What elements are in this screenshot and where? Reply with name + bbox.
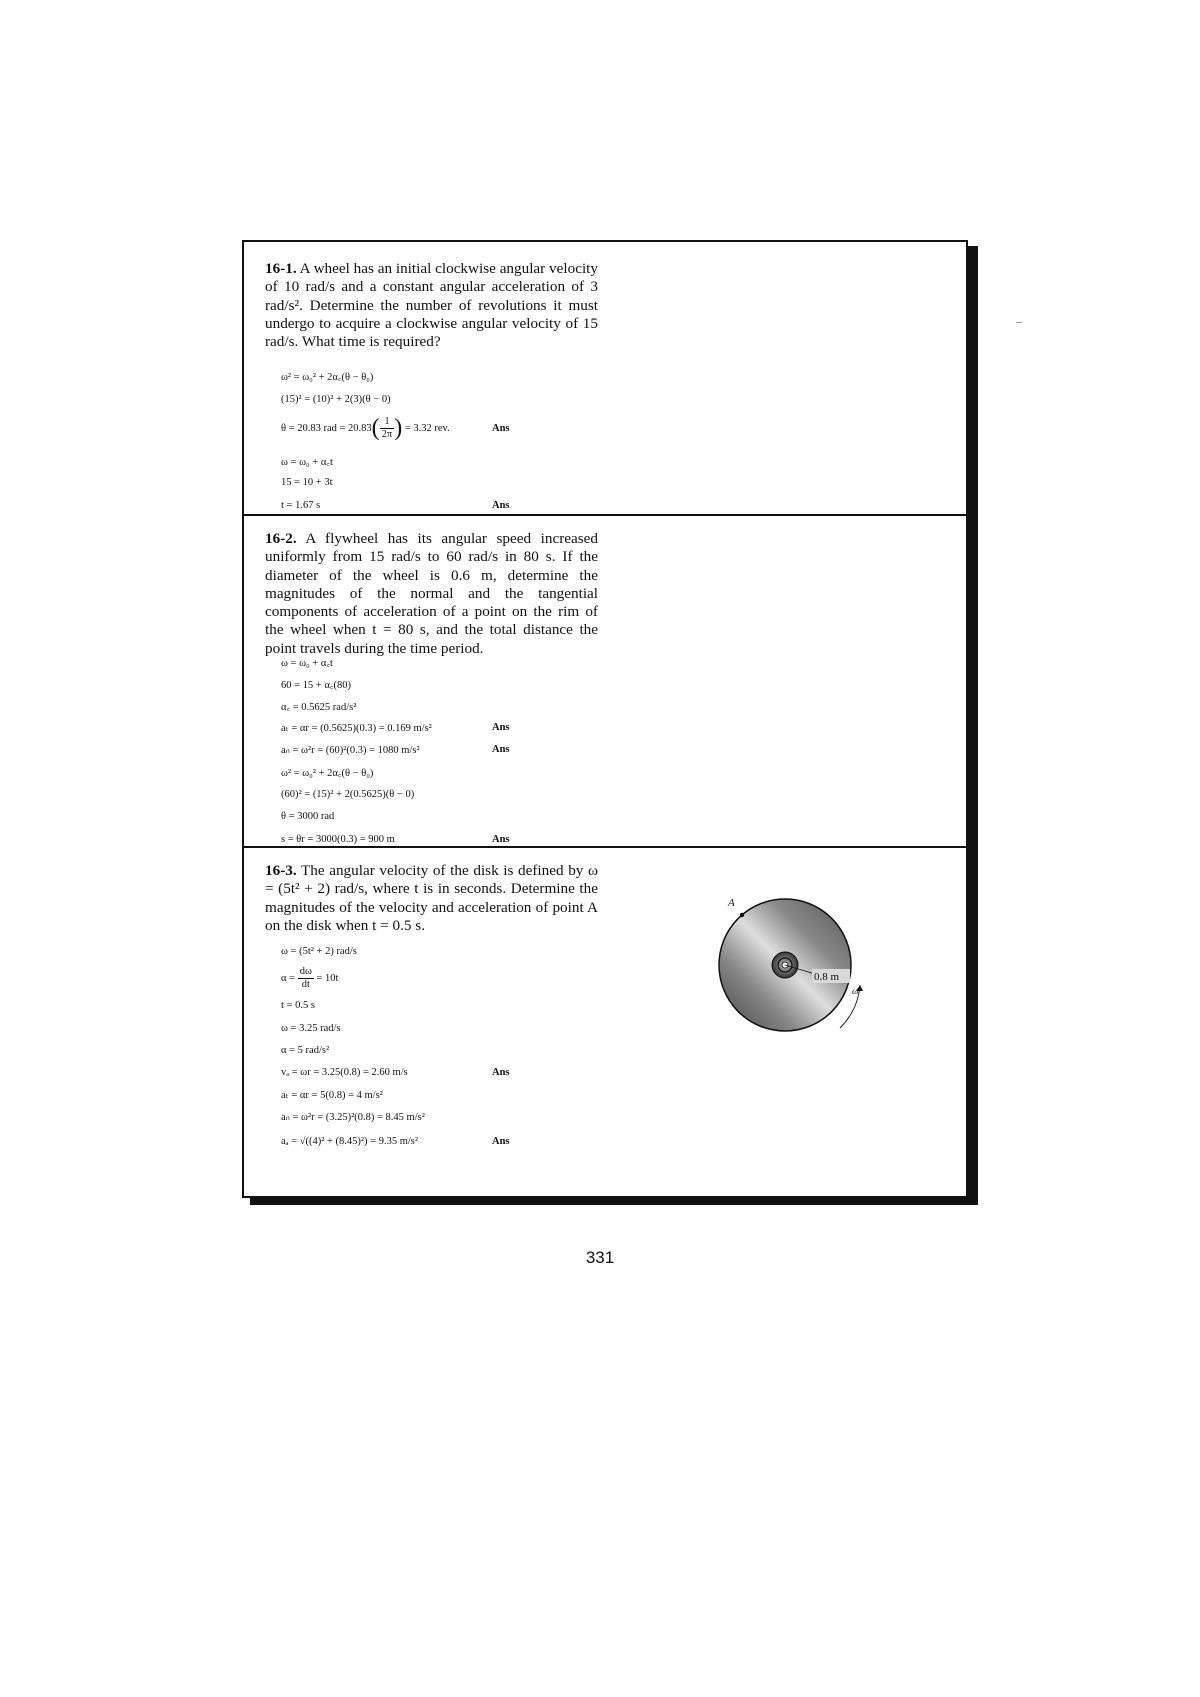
problem-text: A wheel has an initial clockwise angular velocity of 10 rad/s and a constant angular acceleration of 3 rad/s². Determine the number of revolutions it must undergo to acquire a clockwise angular velocity of 15 rad/s. What time is required? <box>265 260 598 351</box>
equation-line: t = 0.5 s <box>281 1000 315 1011</box>
scan-mark <box>1016 322 1022 323</box>
equation-line: ω = 3.25 rad/s <box>281 1023 341 1034</box>
answer-marker: Ans <box>492 1067 510 1078</box>
equation-line: aₙ = ω²r = (60)²(0.3) = 1080 m/s² <box>281 745 420 756</box>
equation-line: (15)² = (10)² + 2(3)(θ − 0) <box>281 394 391 405</box>
answer-marker: Ans <box>492 744 510 755</box>
equation-line: ω² = ω₀² + 2α꜀(θ − θ₀) <box>281 768 374 779</box>
equation-line <box>281 966 338 991</box>
answer-marker: Ans <box>492 423 510 434</box>
fraction: $\frac{1}{2\pi}$ <box>381 416 393 440</box>
answer-marker: Ans <box>492 834 510 845</box>
problem-text: The angular velocity of the disk is defined by ω = (5t² + 2) rad/s, where t is in seconds. Determine the magnitudes of the velocity and acceleration of point A on the disk when t = 0.5 s. <box>265 862 598 934</box>
equation-result: = 3.32 rev. <box>404 422 450 434</box>
fraction: $\frac{d\omega}{dt}$ <box>299 966 312 990</box>
disk-figure <box>700 890 900 1060</box>
problem-number: 16-1. <box>265 260 297 277</box>
page-number: 331 <box>585 1248 615 1267</box>
equation-line: α = 5 rad/s² <box>281 1045 330 1056</box>
equation-line: 15 = 10 + 3t <box>281 477 333 488</box>
equation-line: ω = ω₀ + α꜀t <box>281 457 333 468</box>
equation-line: θ = 3000 rad <box>281 811 335 822</box>
equation-line: aₙ = ω²r = (3.25)²(0.8) = 8.45 m/s² <box>281 1112 425 1123</box>
answer-marker: Ans <box>492 722 510 733</box>
problem-number: 16-2. <box>265 530 297 547</box>
equation-line: θ = 20.83 rad = 20.83( $\frac{1}{2\pi}$ ) = 3.32 rev. <box>281 415 450 441</box>
equation-line: aₜ = αr = (0.5625)(0.3) = 0.169 m/s² <box>281 723 432 734</box>
equation-result: = 10t <box>316 972 339 984</box>
equation-line: t = 1.67 s <box>281 500 321 511</box>
omega-label: ω <box>852 986 859 996</box>
equation-line: ω = ω₀ + α꜀t <box>281 658 333 669</box>
equation-line: α꜀ = 0.5625 rad/s² <box>281 702 357 713</box>
answer-marker: Ans <box>492 1136 510 1147</box>
problem-statement <box>265 530 598 658</box>
equation-line: aₜ = αr = 5(0.8) = 4 m/s² <box>281 1090 383 1101</box>
equation-line: 60 = 15 + α꜀(80) <box>281 680 351 691</box>
equation-line: aₐ = √((4)² + (8.45)²) = 9.35 m/s² <box>281 1136 419 1147</box>
equation-line: ω² = ω₀² + 2α꜀(θ − θ₀) <box>281 372 374 383</box>
equation-line: s = θr = 3000(0.3) = 900 m <box>281 834 395 845</box>
equation-text: θ = 20.83 rad = 20.83 <box>281 422 372 434</box>
equation-text: α = <box>281 972 296 984</box>
equation-line: ω = (5t² + 2) rad/s <box>281 946 357 957</box>
problem-statement <box>265 260 598 351</box>
problem-text: A flywheel has its angular speed increased uniformly from 15 rad/s to 60 rad/s in 80 s. If the diameter of the wheel is 0.6 m, determine the magnitudes of the normal and the tangential components of acceleration of a point on the rim of the wheel when t = 80 s, and the total distance the point travels during the time period. <box>265 530 598 657</box>
point-a-marker <box>740 913 744 917</box>
problem-16-1 <box>244 242 966 514</box>
problem-16-2 <box>244 516 966 846</box>
equation-line: vₐ = ωr = 3.25(0.8) = 2.60 m/s <box>281 1067 408 1078</box>
problem-statement <box>265 862 598 935</box>
radius-label: 0.8 m <box>814 971 840 983</box>
equation-line: (60)² = (15)² + 2(0.5625)(θ − 0) <box>281 789 415 800</box>
problem-number: 16-3. <box>265 862 297 879</box>
point-a-label: A <box>728 897 735 909</box>
answer-marker: Ans <box>492 500 510 511</box>
